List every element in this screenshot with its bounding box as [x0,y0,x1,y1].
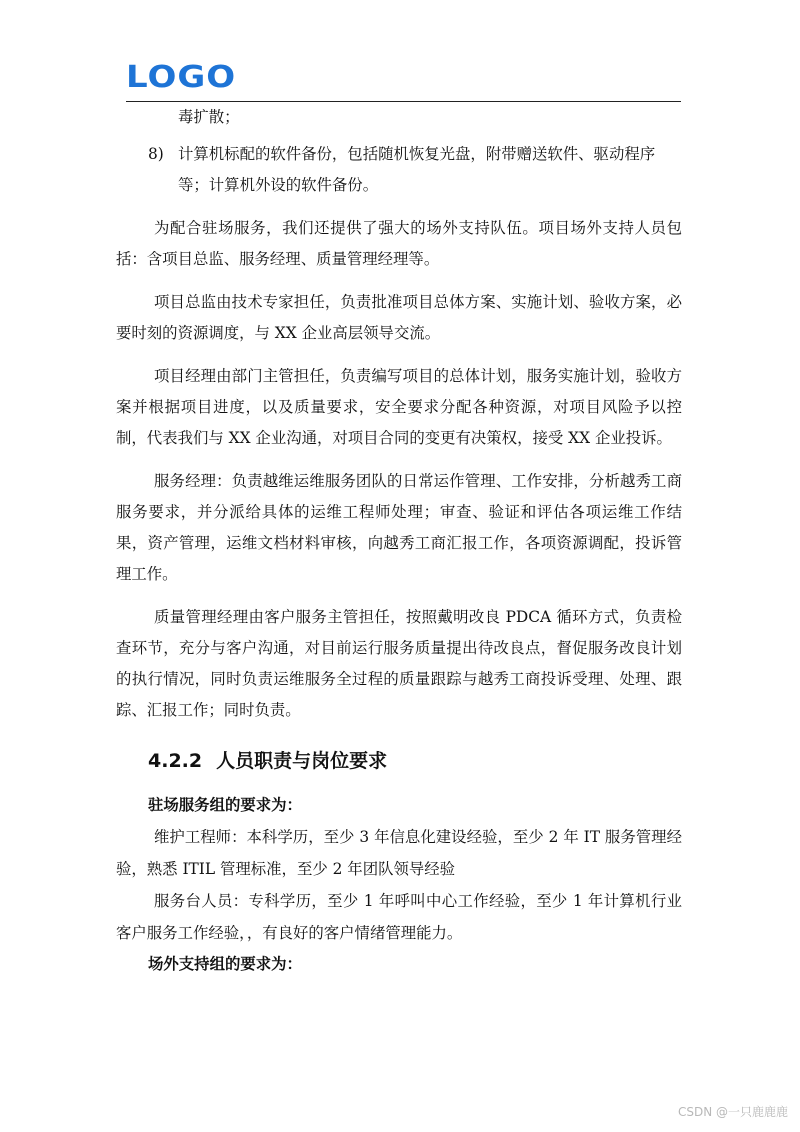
page-header [126,59,681,102]
list-item-number: 8) [148,145,164,163]
logo: LOGO [126,59,237,96]
onsite-requirements-title: 驻场服务组的要求为： [148,796,302,814]
list-item [116,139,682,201]
paragraph-service-manager: 服务经理：负责越维运维服务团队的日常运作管理、工作安排，分析越秀工商服务要求，并分派给具体的运维工程师处理；审查、验证和评估各项运维工作结果，资产管理，运维文档材料审核，向越秀工商汇报工作，各项资源调配，投诉管理工作。 [116,472,682,583]
paragraph-offsite-team: 为配合驻场服务，我们还提供了强大的场外支持队伍。项目场外支持人员包括：含项目总监、服务经理、质量管理经理等。 [116,219,682,268]
offsite-requirements-title: 场外支持组的要求为： [148,955,302,973]
requirement-service-desk: 服务台人员：专科学历，至少 1 年呼叫中心工作经验，至少 1 年计算机行业客户服务工作经验，，有良好的客户情绪管理能力。 [116,892,682,942]
section-number: 4.2.2 [148,750,203,772]
section-heading [116,746,682,776]
requirement-maintenance-engineer: 维护工程师：本科学历，至少 3 年信息化建设经验，至少 2 年 IT 服务管理经验，熟悉 ITIL 管理标准，至少 2 年团队领导经验 [116,828,682,878]
paragraph-quality-manager: 质量管理经理由客户服务主管担任，按照戴明改良 PDCA 循环方式，负责检查环节，充分与客户沟通，对目前运行服务质量提出待改良点，督促服务改良计划的执行情况，同时负责运维服务全过程的质量跟踪与越秀工商投诉受理、处理、跟踪、汇报工作；同时负责。 [116,608,682,719]
section-title: 人员职责与岗位要求 [216,750,388,772]
watermark: CSDN @一只鹿鹿鹿 [677,1105,788,1119]
paragraph-project-manager: 项目经理由部门主管担任，负责编写项目的总体计划，服务实施计划，验收方案并根据项目进度，以及质量要求，安全要求分配各种资源，对项目风险予以控制，代表我们与 XX 企业沟通，对项目合同的变更有决策权，接受 XX 企业投诉。 [116,367,682,447]
document-body [116,102,682,980]
paragraph-project-director: 项目总监由技术专家担任，负责批准项目总体方案、实施计划、验收方案，必要时刻的资源调度，与 XX 企业高层领导交流。 [116,293,682,342]
list-item-text: 计算机标配的软件备份，包括随机恢复光盘，附带赠送软件、驱动程序等；计算机外设的软件备份。 [178,145,656,194]
continuation-text: 毒扩散； [178,108,240,126]
